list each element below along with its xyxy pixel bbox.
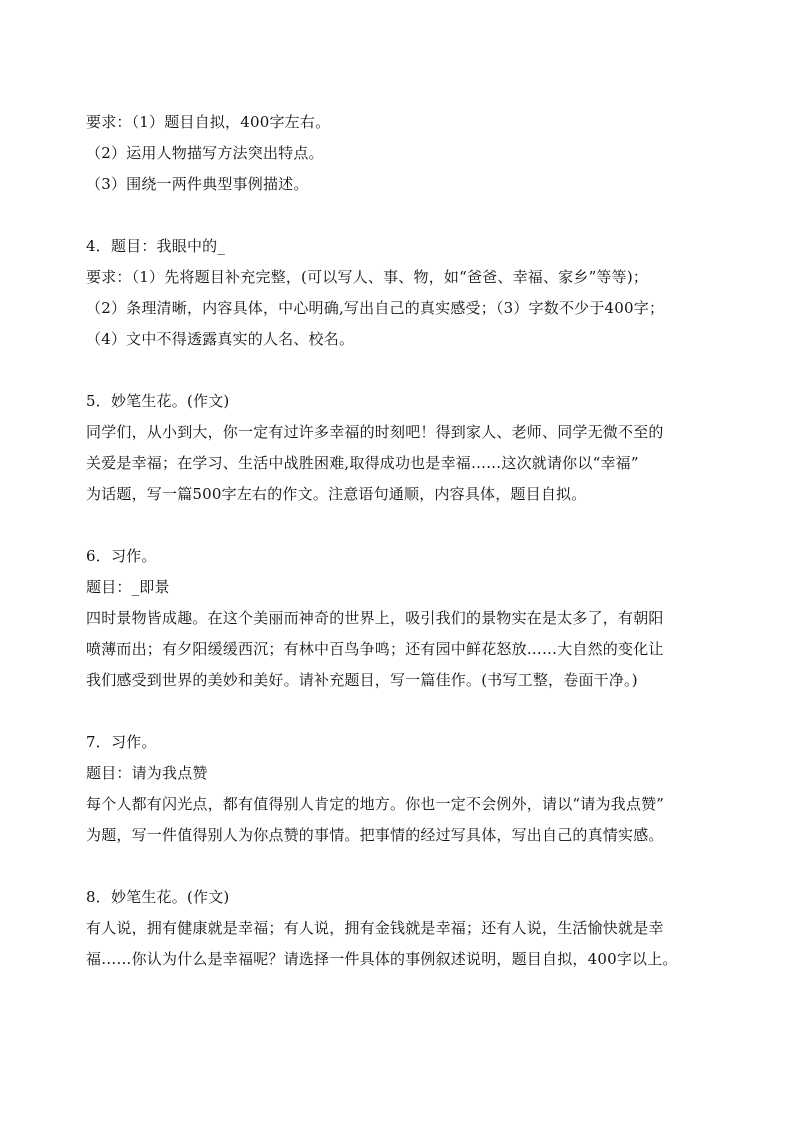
question-line: 我们感受到世界的美妙和美好。请补充题目，写一篇佳作。(书写工整，卷面干净。) xyxy=(86,671,638,689)
question-line: 题目：请为我点赞 xyxy=(86,764,208,782)
paragraph-gap xyxy=(86,355,714,386)
question-7 xyxy=(86,727,714,851)
question-line: 有人说，拥有健康就是幸福；有人说，拥有金钱就是幸福；还有人说，生活愉快就是幸 xyxy=(86,919,664,937)
question-title: 7．习作。 xyxy=(86,733,157,751)
question-line: 为题，写一件值得别人为你点赞的事情。把事情的经过写具体，写出自己的真情实感。 xyxy=(86,826,664,844)
question-line: 关爱是幸福；在学习、生活中战胜困难,取得成功也是幸福……这次就请你以“幸福” xyxy=(86,454,639,472)
question-line: （2）条理清晰，内容具体，中心明确,写出自己的真实感受；（3）字数不少于400字； xyxy=(86,299,665,317)
question-4 xyxy=(86,231,714,355)
question-5 xyxy=(86,386,714,510)
question-line: 要求：（1）先将题目补充完整，(可以写人、事、物，如“爸爸、幸福、家乡”等等)； xyxy=(86,268,649,286)
question-line: 每个人都有闪光点，都有值得别人肯定的地方。你也一定不会例外，请以“请为我点赞” xyxy=(86,795,665,813)
paragraph-gap xyxy=(86,200,714,231)
requirement-line: （2）运用人物描写方法突出特点。 xyxy=(86,144,324,162)
question-line: 喷薄而出；有夕阳缓缓西沉；有林中百鸟争鸣；还有园中鲜花怒放……大自然的变化让 xyxy=(86,640,664,658)
question-title: 5．妙笔生花。(作文) xyxy=(86,392,230,410)
question-line: 题目：_即景 xyxy=(86,578,170,596)
question-6 xyxy=(86,541,714,696)
requirement-line: （3）围绕一两件典型事例描述。 xyxy=(86,175,309,193)
question-line: 福……你认为什么是幸福呢？请选择一件具体的事例叙述说明，题目自拟，400字以上。 xyxy=(86,950,678,968)
question-title: 6．习作。 xyxy=(86,547,157,565)
requirement-line: 要求：（1）题目自拟，400字左右。 xyxy=(86,113,331,131)
question-title: 8．妙笔生花。(作文) xyxy=(86,888,230,906)
paragraph-gap xyxy=(86,851,714,882)
question-line: 为话题，写一篇500字左右的作文。注意语句通顺，内容具体，题目自拟。 xyxy=(86,485,587,503)
question-title: 4．题目：我眼中的_ xyxy=(86,237,226,255)
question-line: 同学们，从小到大，你一定有过许多幸福的时刻吧！得到家人、老师、同学无微不至的 xyxy=(86,423,664,441)
question-line: （4）文中不得透露真实的人名、校名。 xyxy=(86,330,355,348)
question-8 xyxy=(86,882,714,975)
paragraph-gap xyxy=(86,696,714,727)
paragraph-gap xyxy=(86,510,714,541)
requirements-block-3 xyxy=(86,107,714,200)
question-line: 四时景物皆成趣。在这个美丽而神奇的世界上，吸引我们的景物实在是太多了，有朝阳 xyxy=(86,609,664,627)
